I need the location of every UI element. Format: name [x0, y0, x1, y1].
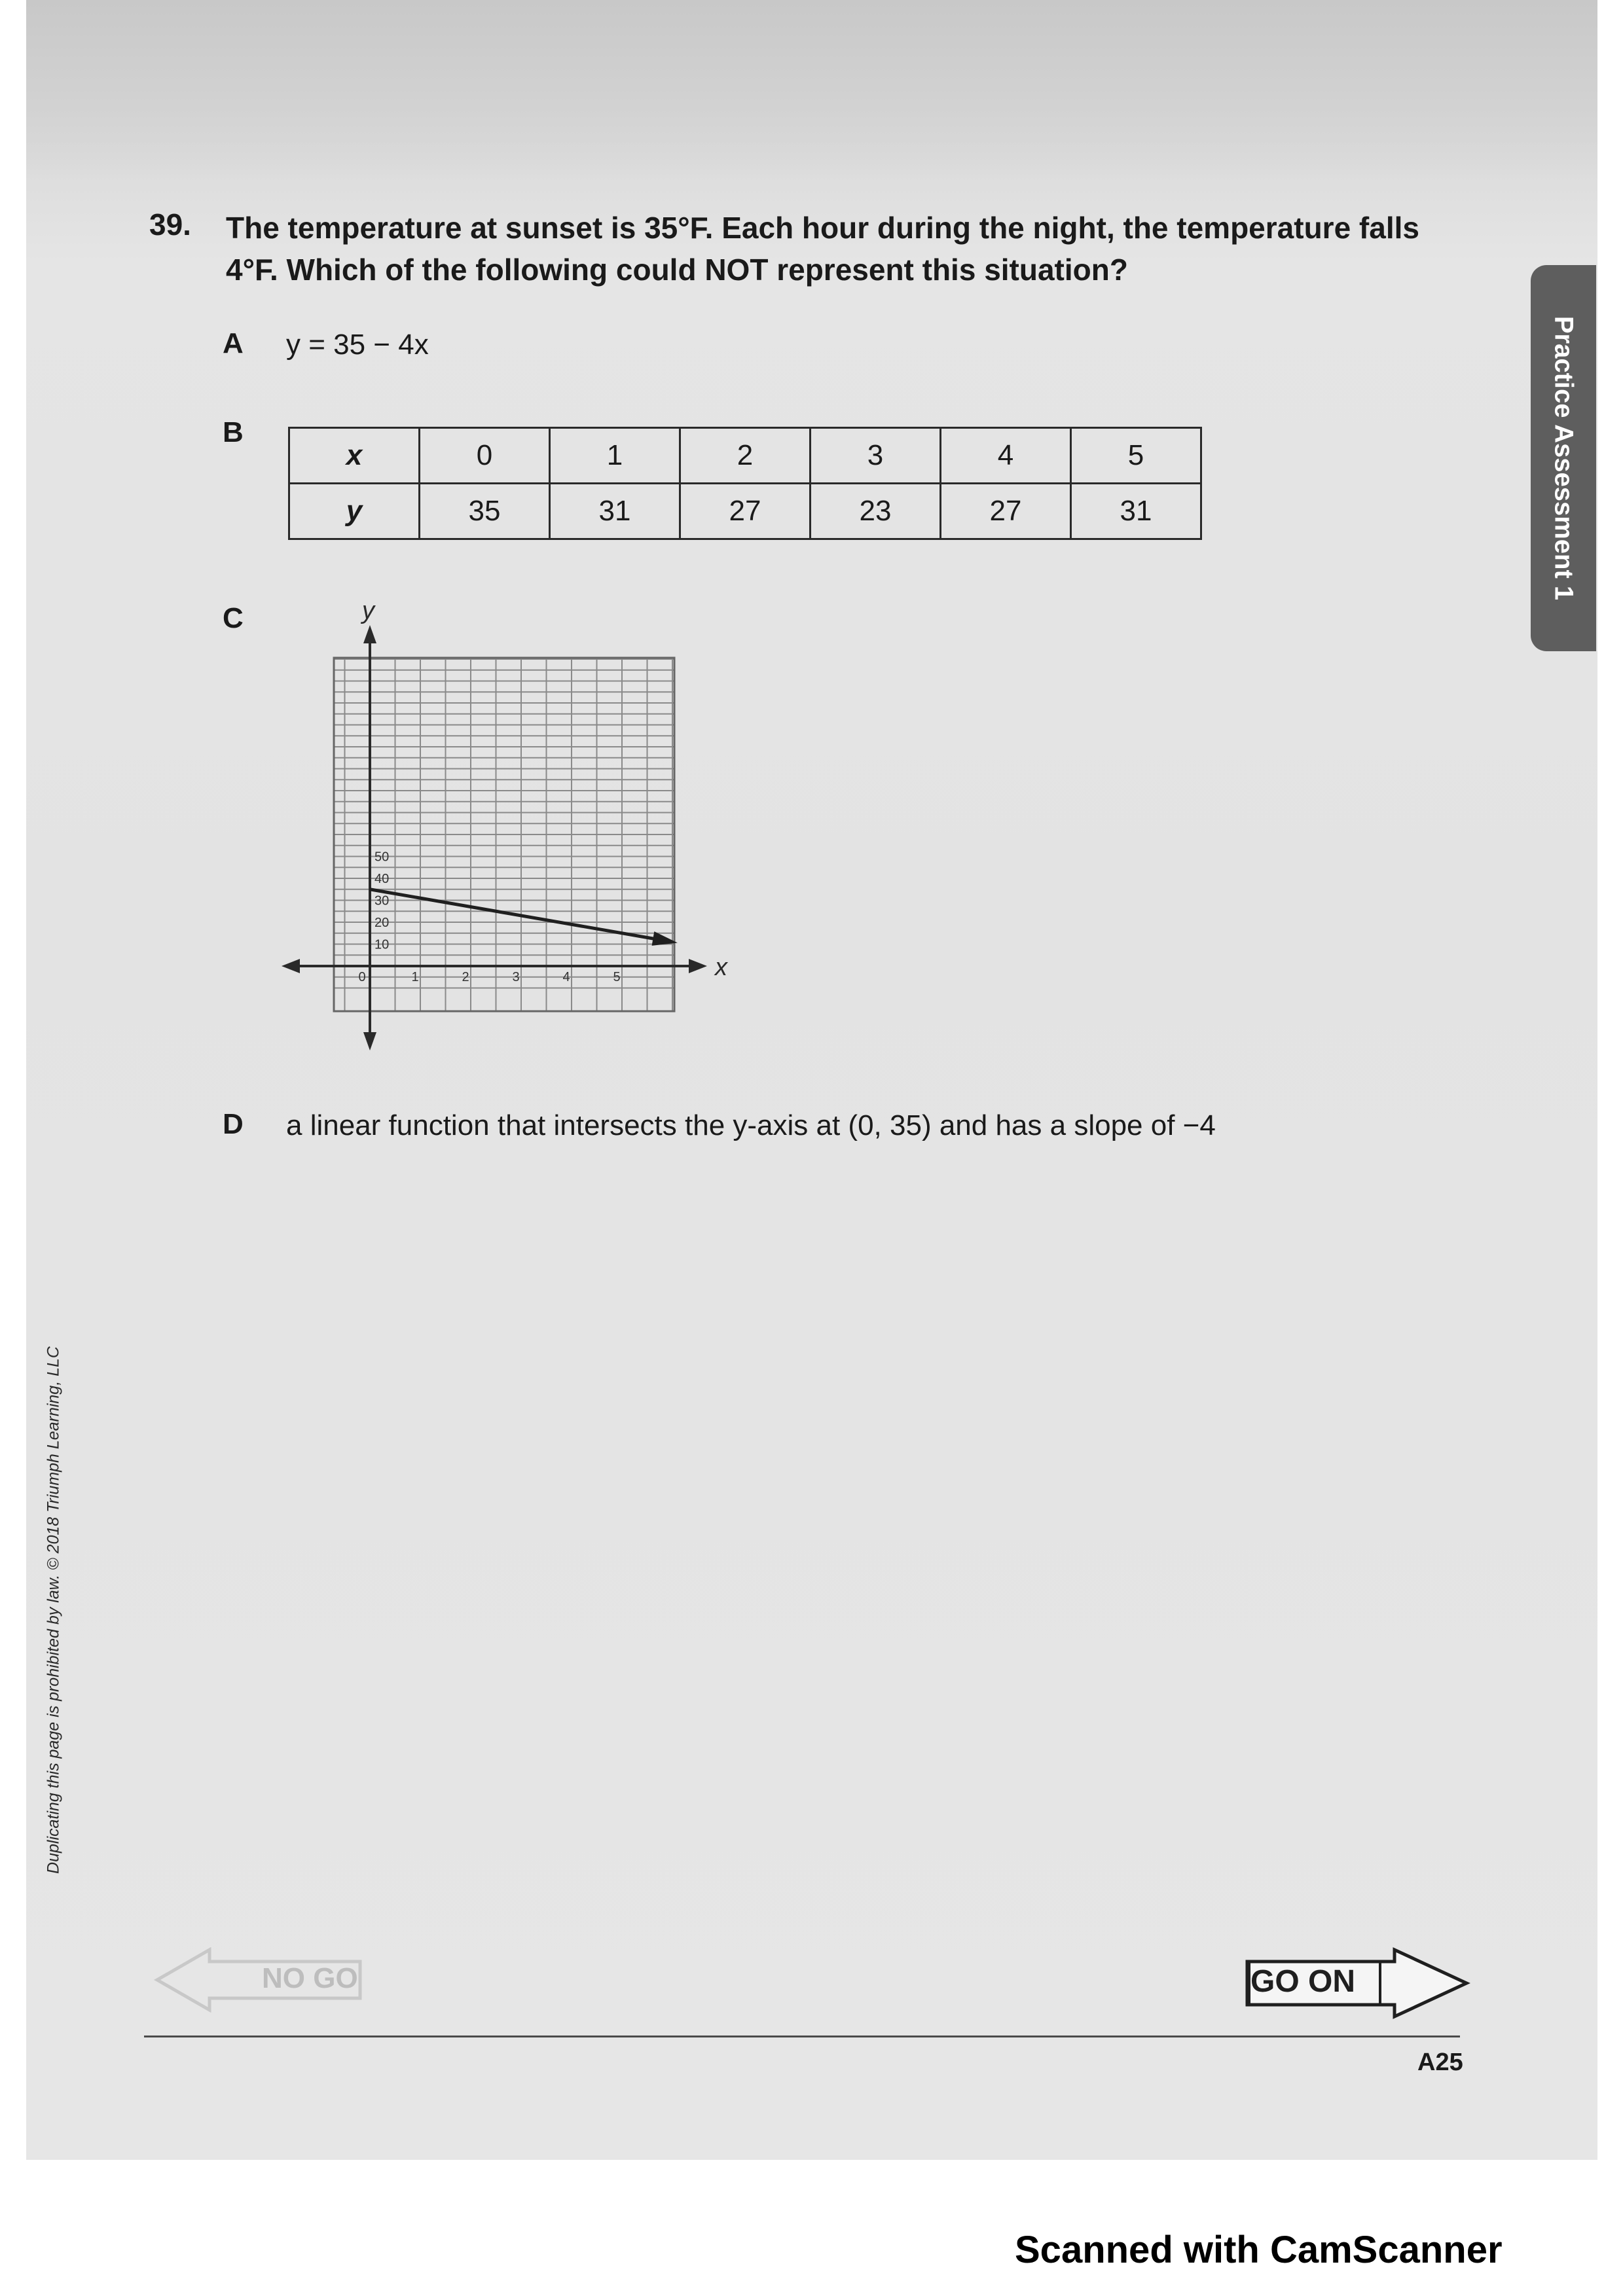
table-row-y [289, 484, 1201, 539]
y-tick-label: 40 [374, 872, 390, 886]
table-cell: 31 [1071, 484, 1201, 539]
y-tick-label: 50 [374, 850, 390, 865]
table-header-y: y [289, 484, 420, 539]
table-cell: 0 [420, 428, 550, 484]
graph-grid [334, 658, 674, 1011]
page-number: A25 [1417, 2049, 1463, 2076]
question-text: The temperature at sunset is 35°F. Each hour during the night, the temperature falls 4°F. Which of the following could NOT represent this situation? [226, 211, 1419, 287]
side-tab-label: Practice Assessment 1 [1549, 315, 1578, 601]
y-tick-label: 30 [374, 893, 390, 908]
table-cell: 31 [550, 484, 680, 539]
page-shadow [26, 0, 1597, 177]
option-d-letter[interactable]: D [223, 1108, 244, 1140]
option-d-text: a linear function that intersects the y-axis at (0, 35) and has a slope of −4 [286, 1109, 1216, 1141]
table-cell: 27 [941, 484, 1071, 539]
y-tick-label: 10 [374, 937, 390, 952]
scanner-watermark: Scanned with CamScanner [1015, 2229, 1503, 2271]
option-a-letter[interactable]: A [223, 327, 244, 359]
y-axis-top-arrow [363, 625, 376, 643]
table-cell: 35 [420, 484, 550, 539]
x-tick-label: 4 [562, 970, 570, 984]
y-axis-bottom-arrow [363, 1032, 376, 1050]
question-number: 39. [149, 207, 191, 242]
y-tick-labels [374, 850, 389, 952]
x-axis-label: x [715, 954, 727, 981]
table-cell: 4 [941, 428, 1071, 484]
scanned-page [26, 0, 1597, 2160]
y-axis-label: y [362, 597, 374, 624]
x-axis-left-arrow [282, 959, 300, 973]
option-c-letter[interactable]: C [223, 602, 244, 634]
option-b-letter[interactable]: B [223, 416, 244, 448]
option-b-table [288, 427, 1202, 540]
table-cell: 2 [680, 428, 811, 484]
table-cell: 3 [811, 428, 941, 484]
table-row-x [289, 428, 1201, 484]
table-cell: 5 [1071, 428, 1201, 484]
x-tick-label: 0 [358, 970, 366, 984]
table-cell: 23 [811, 484, 941, 539]
table-cell: 1 [550, 428, 680, 484]
x-tick-label: 2 [462, 970, 469, 984]
table-cell: 27 [680, 484, 811, 539]
x-tick-label: 1 [411, 970, 419, 984]
x-tick-label: 3 [512, 970, 520, 984]
option-a-equation: y = 35 − 4x [286, 329, 429, 361]
go-on-button[interactable]: GO ON [1250, 1964, 1356, 1999]
y-tick-label: 20 [374, 916, 390, 930]
x-tick-label: 5 [613, 970, 621, 984]
table-header-x: x [289, 428, 420, 484]
no-go-label: NO GO [262, 1962, 358, 1994]
x-axis-right-arrow [689, 959, 707, 973]
option-c-graph [275, 592, 773, 1064]
copyright-notice: Duplicating this page is prohibited by law. © 2018 Triumph Learning, LLC [44, 1346, 63, 1874]
footer-divider [144, 2036, 1460, 2037]
